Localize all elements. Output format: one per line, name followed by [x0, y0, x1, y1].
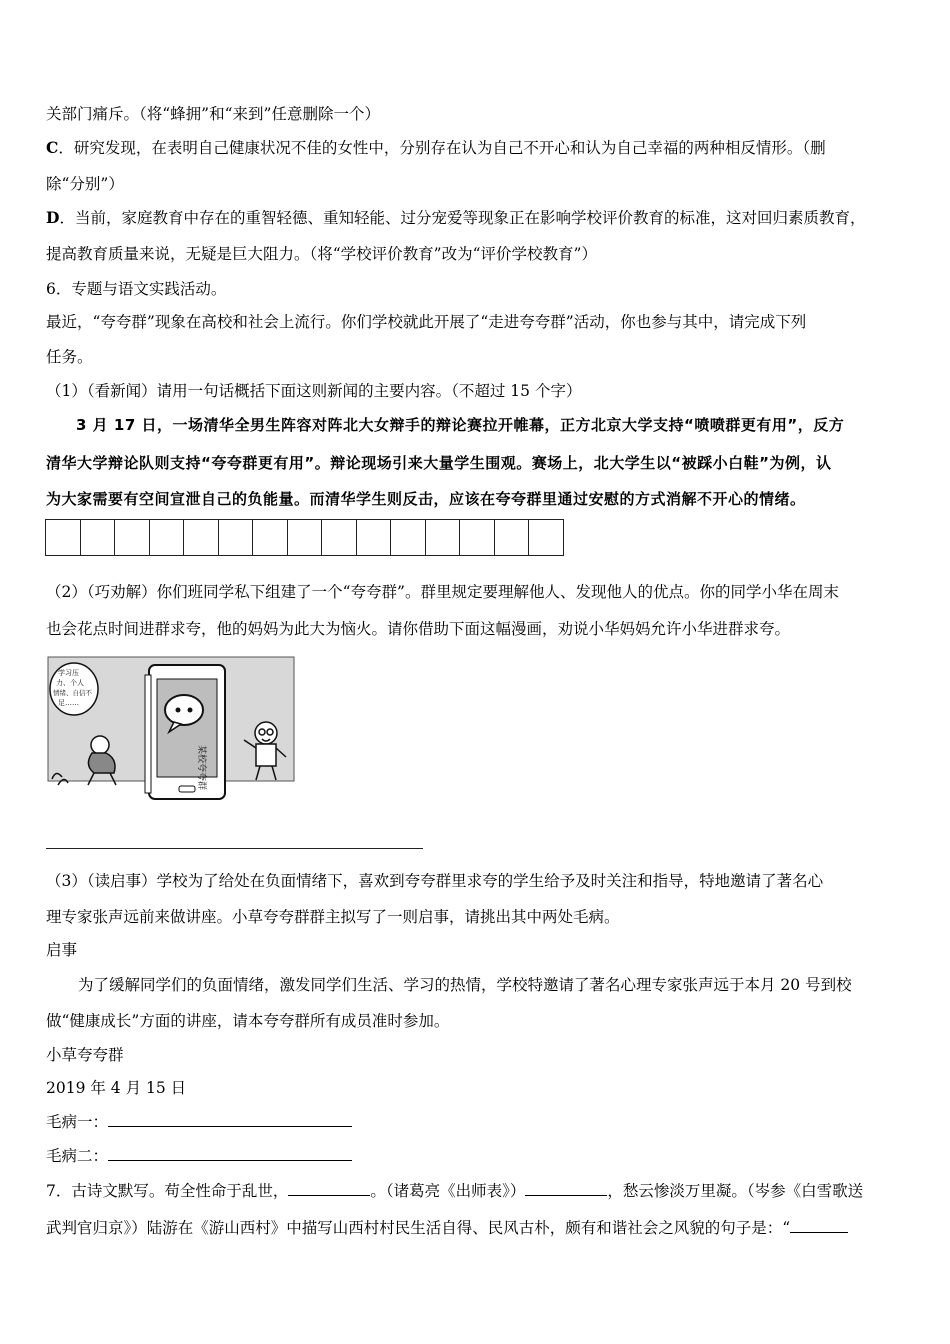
option-d-label: D	[46, 208, 60, 227]
option-c	[46, 138, 826, 158]
answer-box[interactable]	[321, 519, 357, 556]
answer-box[interactable]	[114, 519, 150, 556]
option-d-cont: 提高教育质量来说，无疑是巨大阻力。（将“学校评价教育”改为“评价学校教育”）	[46, 245, 597, 263]
answer-box[interactable]	[183, 519, 219, 556]
sub-question-3-cont: 理专家张声远前来做讲座。小草夸夸群群主拟写了一则启事，请挑出其中两处毛病。	[46, 908, 620, 926]
sub-question-1: （1）（看新闻）请用一句话概括下面这则新闻的主要内容。（不超过 15 个字）	[46, 382, 582, 400]
answer-box[interactable]	[390, 519, 426, 556]
error-1-blank[interactable]	[108, 1112, 352, 1127]
option-d-text: ．当前，家庭教育中存在的重智轻德、重知轻能、过分宠爱等现象正在影响学校评价教育的标准，这对回归素质教育，	[59, 209, 866, 227]
answer-box[interactable]	[287, 519, 323, 556]
notice-signature: 小草夸夸群	[46, 1046, 124, 1064]
question-7-cont	[46, 1218, 848, 1238]
answer-box[interactable]	[252, 519, 288, 556]
option-d	[46, 208, 865, 228]
phone-label: 某校夸夸群	[196, 745, 206, 791]
sub-question-3: （3）（读启事）学校为了给处在负面情绪下，喜欢到夸夸群里求夸的学生给予及时关注和指导，特地邀请了著名心	[46, 872, 824, 890]
bubble-line-1: 学习压	[58, 669, 79, 677]
bubble-line-3: 情绪、自信不	[53, 689, 92, 697]
error-2-blank[interactable]	[108, 1146, 352, 1161]
bubble-line-4: 足……	[58, 699, 79, 707]
error-2-label: 毛病二：	[46, 1147, 109, 1165]
option-c-text: ．研究发现，在表明自己健康状况不佳的女性中，分别存在认为自己不开心和认为自己幸福的两种相反情形。（删	[58, 139, 826, 157]
answer-box[interactable]	[149, 519, 185, 556]
news-line-2: 清华大学辩论队则支持“夸夸群更有用”。辩论现场引来大量学生围观。赛场上，北大学生以“被踩小白鞋”为例，认	[46, 454, 832, 472]
answer-box[interactable]	[425, 519, 461, 556]
answer-box[interactable]	[356, 519, 392, 556]
answer-box[interactable]	[80, 519, 116, 556]
phone-icon	[145, 665, 225, 799]
question-6-title: 6．专题与语文实践活动。	[46, 280, 227, 298]
notice-body-2: 做“健康成长”方面的讲座，请本夸夸群所有成员准时参加。	[46, 1012, 450, 1030]
news-line-1: 3 月 17 日，一场清华全男生阵容对阵北大女辩手的辩论赛拉开帷幕，正方北京大学支持“喷喷群更有用”，反方	[76, 416, 845, 434]
q7-blank-1[interactable]	[288, 1181, 370, 1196]
notice-date: 2019 年 4 月 15 日	[46, 1079, 187, 1097]
q7-text-1: 7．古诗文默写。苟全性命于乱世，	[46, 1182, 289, 1200]
question-7	[46, 1181, 863, 1201]
answer-box[interactable]	[528, 519, 564, 556]
q7-text-4: 武判官归京》）陆游在《游山西村》中描写山西村村民生活自得、民风古朴，颇有和谐社会之风貌的句子是：“	[46, 1219, 791, 1237]
answer-box[interactable]	[45, 519, 81, 556]
news-line-3: 为大家需要有空间宣泄自己的负能量。而清华学生则反击，应该在夸夸群里通过安慰的方式消解不开心的情绪。	[46, 490, 806, 508]
sub-question-2-cont: 也会花点时间进群求夸，他的妈妈为此大为恼火。请你借助下面这幅漫画，劝说小华妈妈允许小华进群求夸。	[46, 620, 791, 638]
notice-body-1: 为了缓解同学们的负面情绪，激发同学们生活、学习的热情，学校特邀请了著名心理专家张声远于本月 20 号到校	[78, 976, 852, 994]
q7-blank-3[interactable]	[790, 1218, 848, 1233]
notice-title: 启事	[46, 941, 78, 959]
error-1	[46, 1112, 352, 1132]
line-option-b-end: 关部门痛斥。（将“蜂拥”和“来到”任意删除一个）	[46, 105, 380, 123]
q7-text-2: 。（诸葛亮《出师表》）	[370, 1182, 526, 1200]
option-c-cont: 除“分别”）	[46, 175, 124, 193]
answer-line[interactable]	[46, 848, 423, 849]
cartoon-illustration	[44, 655, 296, 801]
q7-text-3: ，愁云惨淡万里凝。（岑参《白雪歌送	[607, 1182, 864, 1200]
error-1-label: 毛病一：	[46, 1113, 109, 1131]
sub-question-2: （2）（巧劝解）你们班同学私下组建了一个“夸夸群”。群里规定要理解他人、发现他人的优点。你的同学小华在周末	[46, 583, 839, 601]
question-6-intro: 最近，“夸夸群”现象在高校和社会上流行。你们学校就此开展了“走进夸夸群”活动，你也参与其中，请完成下列	[46, 313, 807, 331]
answer-box[interactable]	[218, 519, 254, 556]
answer-boxes[interactable]	[46, 519, 564, 556]
q7-blank-2[interactable]	[525, 1181, 607, 1196]
bubble-line-2: 力、个人	[56, 679, 84, 687]
answer-box[interactable]	[494, 519, 530, 556]
answer-box[interactable]	[459, 519, 495, 556]
question-6-intro-cont: 任务。	[46, 348, 93, 366]
thought-bubble	[50, 663, 98, 715]
option-c-label: C	[46, 138, 59, 157]
error-2	[46, 1146, 352, 1166]
